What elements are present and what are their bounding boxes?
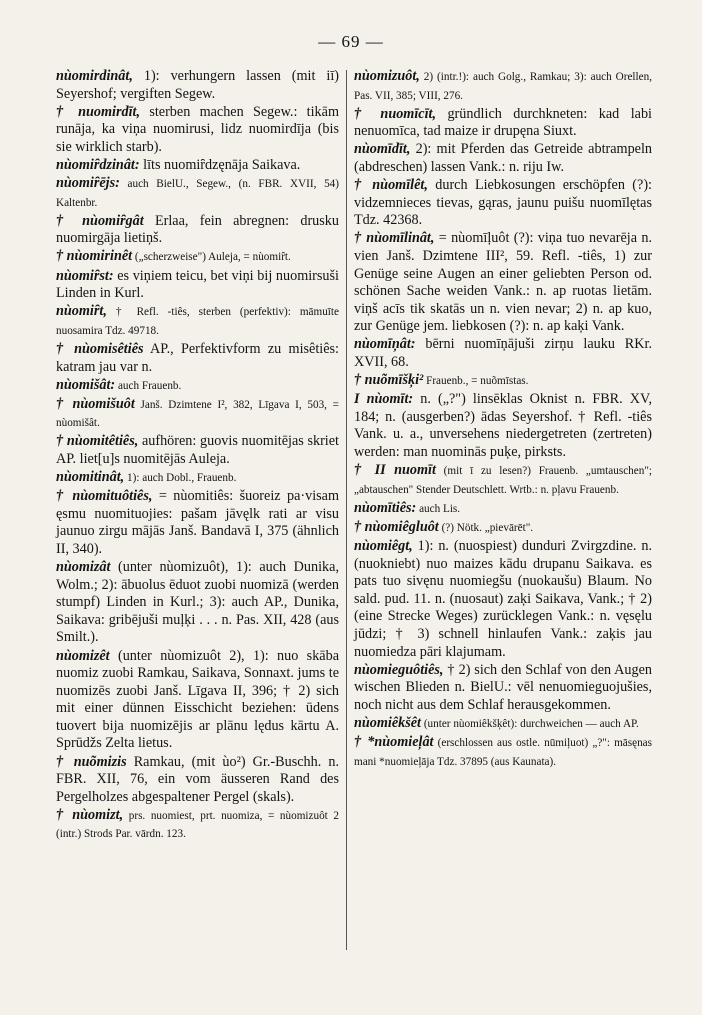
entry-definition: = nùomitiês: šuoreiz pa·visam ęsmu nuomituojies: pašam jāvęlk rati ar visu jaunuo zirgu mājās Janš. Bandavā I, 375 (ähnlich II, 340). xyxy=(56,488,339,557)
entry-headword: nùomiȓst: xyxy=(56,267,114,284)
dictionary-entry xyxy=(354,500,652,519)
entry-headword: nùomizuôt, xyxy=(354,68,420,84)
dictionary-entry xyxy=(56,213,339,248)
dictionary-entry xyxy=(56,469,339,488)
entry-definition: aufhören: guovis nuomitējas skriet AP. liet[u]s nuomitējās Auleja. xyxy=(56,433,339,467)
entry-headword: † nuõmīšķi² xyxy=(354,372,424,389)
entry-definition: (unter nùomizuôt), 1): auch Dunika, Wolm.; 2): ābuolus ēduot zuobi nuomizā (werden stumpf) Linden in Kurl.; 3): auch AP., Dunika, Saikava: gribējuši muļķi . . . n. Pas. XII, 428 (aus Smilt.). xyxy=(56,559,339,646)
entry-headword: † nuomīcīt, xyxy=(354,105,437,122)
entry-headword: † nuomirdīt, xyxy=(56,103,141,120)
dictionary-entry xyxy=(354,462,652,499)
dictionary-entry xyxy=(354,141,652,176)
entry-definition: līts nuomiȓdzęnāja Saikava. xyxy=(139,156,301,173)
dictionary-entry xyxy=(56,68,339,103)
entry-definition: durch Liebkosungen erschöpfen (?): vidzemnieces tievas, gąras, jaunu puišu nuomīlętas Tdz. 42368. xyxy=(354,177,652,229)
entry-headword: † nùomirinêt xyxy=(56,248,133,265)
entry-definition: bērni nuomīņājuši zirņu lauku RKr. XVII, 68. xyxy=(354,336,652,370)
dictionary-entry xyxy=(354,177,652,230)
dictionary-entry xyxy=(56,268,339,303)
entry-headword: † nùomišuôt xyxy=(56,395,135,412)
entry-definition: † 2) sich den Schlaf von den Augen wischen Blieden n. BielU.: vēl nenuomieguojušies, noch nicht aus dem Schlaf herausgekommen. xyxy=(354,661,652,713)
entry-definition: Ramkau, (mit ùo²) Gr.-Buschh. n. FBR. XII, 76, ein vom äusseren Rand des Pergelholzes abgespaltener Pergel (skals). xyxy=(56,753,339,805)
page-number: — 69 — xyxy=(318,32,384,51)
dictionary-entry xyxy=(56,488,339,558)
entry-headword: nùomīdīt, xyxy=(354,141,411,158)
dictionary-entry xyxy=(354,391,652,461)
dictionary-entry xyxy=(354,715,652,734)
entry-headword: nùomiȓējs: xyxy=(56,175,120,192)
dictionary-entry xyxy=(56,341,339,376)
entry-definition: (mit ī zu lesen?) Frauenb. „umtauschen"; „abtauschen" Stender Deutschlett. Wrtb.: n. pļavu Frauenb. xyxy=(354,465,652,496)
entry-definition: sterben machen Segew.: tikām runāja, ka viņa nuomirusi, lidz nuomirdīja (bis sie wirklich starb). xyxy=(56,103,339,155)
entry-headword: † *nùomieļât xyxy=(354,733,434,750)
entry-headword: nùomitinât, xyxy=(56,469,125,486)
entry-headword: nùomiȓdzinât: xyxy=(56,156,140,173)
dictionary-entry xyxy=(56,754,339,807)
entry-headword: nùomītiês: xyxy=(354,499,417,516)
dictionary-entry xyxy=(354,106,652,141)
dictionary-entry xyxy=(56,807,339,844)
entry-definition: Janš. Dzimtene I², 382, Līgava I, 503, = nùomišât. xyxy=(56,398,339,430)
entry-definition: 2) (intr.!): auch Golg., Ramkau; 3): auch Orellen, Pas. VII, 385; VIII, 276. xyxy=(354,71,652,102)
dictionary-entry xyxy=(56,175,339,212)
dictionary-entry xyxy=(56,396,339,433)
dictionary-entry xyxy=(354,336,652,371)
left-column xyxy=(56,68,339,845)
dictionary-entry xyxy=(354,538,652,661)
entry-definition: 1): auch Dobl., Frauenb. xyxy=(124,472,237,485)
entry-headword: nùomīņât: xyxy=(354,336,416,353)
entry-definition: 1): verhungern lassen (mit iī) Seyershof; vergiften Segew. xyxy=(56,68,339,102)
dictionary-entry xyxy=(56,559,339,647)
entry-definition: auch Lis. xyxy=(416,502,461,515)
entry-headword: nùomiȓt, xyxy=(56,303,107,320)
entry-headword: † nùomitêtiês, xyxy=(56,433,139,450)
entry-definition: auch Frauenb. xyxy=(115,379,182,392)
dictionary-entry xyxy=(56,248,339,267)
entry-headword: nùomizât xyxy=(56,559,111,576)
entry-definition: (unter nùomizuôt 2), 1): nuo skāba nuomiz zuobi Ramkau, Saikava, Sonnaxt. jums te nuomizēs zuobi Janš. Līgava II, 396; † 2) sich mit einer dünnen Eisschicht beziehen: ūdens tuovert bija nuomizējis ar plānu lędus kārtu A. Sprūdžs Zelta lietus. xyxy=(56,647,339,752)
entry-headword: † nùomisêtiês xyxy=(56,340,144,357)
entry-headword: nùomizêt xyxy=(56,647,110,664)
entry-headword: † nùomiȓgât xyxy=(56,212,144,229)
entry-headword: nùomiêgt, xyxy=(354,537,413,554)
entry-definition: Frauenb., = nuõmīstas. xyxy=(423,375,529,388)
entry-headword: † II nuomīt xyxy=(354,462,436,479)
entry-definition: = nùomīļuôt (?): viņa tuo nevarēja n. vien Janš. Dzimtene III², 59. Refl. -tiês, 1) zur Genüge seine Augen an einer geliebten Person od. schönen Sache weiden Vank.: n. ap ruotas lietām. viņš acīs tik skatās un n. vien nevar; 2) n. ap kuo, zur Genüge jem. liebkosen (?): n. ap kaķi Vank. xyxy=(354,230,652,335)
entry-definition: (erschlossen aus ostle. nūmiļuot) „?": māsęnas mani *nuomieļāja Tdz. 37895 (aus Kaunata). xyxy=(354,736,652,768)
entry-headword: † nùomīlinât, xyxy=(354,230,435,247)
entry-definition: prs. nuomiest, prt. nuomiza, = nùomizuôt 2 (intr.) Strods Par. vārdn. 123. xyxy=(56,809,339,841)
entry-headword: nùomirdinât, xyxy=(56,68,133,84)
entry-definition: (?) Nötk. „pievārēt". xyxy=(438,521,534,534)
right-column xyxy=(354,68,652,772)
entry-definition: † Refl. -tiês, sterben (perfektiv): māmuīte nuosamira Tdz. 49718. xyxy=(56,306,339,337)
entry-definition: Erlaa, fein abregnen: drusku nuomirgāja lietiņš. xyxy=(56,212,339,247)
dictionary-entry xyxy=(354,662,652,715)
column-divider xyxy=(346,70,347,950)
entry-definition: (unter nùomiêkšķêt): durchweichen — auch AP. xyxy=(421,717,639,730)
dictionary-entry xyxy=(56,104,339,157)
dictionary-entry xyxy=(354,519,652,538)
dictionary-entry xyxy=(354,372,652,391)
entry-headword: † nùomizt, xyxy=(56,806,124,823)
dictionary-entry xyxy=(56,377,339,396)
dictionary-entry xyxy=(56,433,339,468)
entry-headword: nùomišât: xyxy=(56,376,116,393)
dictionary-entry xyxy=(354,734,652,771)
dictionary-entry xyxy=(354,68,652,105)
entry-headword: I nùomīt: xyxy=(354,391,414,408)
dictionary-entry xyxy=(56,303,339,340)
entry-definition: auch BielU., Segew., (n. FBR. XVII, 54) Kaltenbr. xyxy=(56,178,339,209)
dictionary-entry xyxy=(56,157,339,175)
entry-definition: 1): n. (nuospiest) dunduri Zvirgzdine. n. (nuokniebt) nuo maizes kādu drupanu Saikava. es pats tuo sivęnu nuomiegšu (nuokaušu) Blaum. No sald. pud. 11. n. (nuosaut) zaķi Saikava, Vank.; † 2) (eine Strecke Weges) zurücklegen Vank.: n. vęsęlu jūdzi; † 3) schnell hinlaufen Vank.: zaķis jau nuomiedza pāri klajumam. xyxy=(354,537,652,660)
entry-definition: („scherzweise") Auleja, = nùomiȓt. xyxy=(132,251,291,264)
entry-definition: gründlich durchkneten: kad labi nenuomīca, tad maize ir drupęna Siuxt. xyxy=(354,105,652,140)
entry-definition: 2): mit Pferden das Getreide abtrampeln (abdreschen) lassen Vank.: n. riju Iw. xyxy=(354,141,652,175)
dictionary-entry xyxy=(56,648,339,754)
entry-definition: AP., Perfektivform zu misêtiês: katram jau var n. xyxy=(56,340,339,375)
entry-headword: nùomieguôtiês, xyxy=(354,661,444,678)
entry-headword: nùomiêkšêt xyxy=(354,714,422,731)
dictionary-entry xyxy=(354,230,652,336)
entry-headword: † nuõmizis xyxy=(56,753,127,770)
entry-headword: † nùomituôtiês, xyxy=(56,488,153,505)
entry-headword: † nùomīlêt, xyxy=(354,177,428,194)
entry-headword: † nùomiêgluôt xyxy=(354,518,439,535)
entry-definition: n. („?") linsēklas Oknist n. FBR. XV, 184; n. (ausgerben?) ādas Seyershof. † Refl. -tiês Vank. u. a., unversehens niedergetreten (zertreten) werden: man nuominās puķe, pirksts. xyxy=(354,391,652,460)
entry-definition: es viņiem teicu, bet viņi bij nuomirsuši Linden in Kurl. xyxy=(56,267,339,302)
